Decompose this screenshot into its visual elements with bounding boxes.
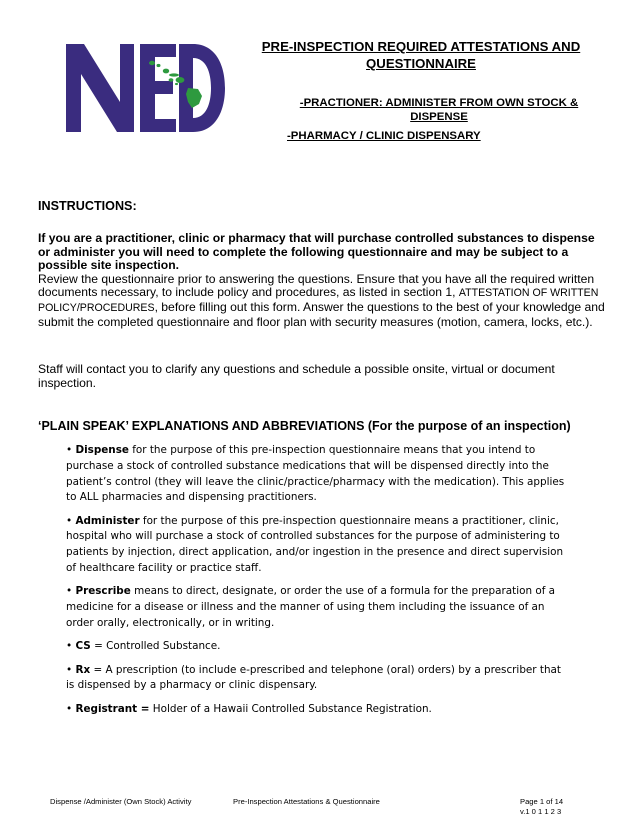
- footer-activity: Dispense /Administer (Own Stock) Activity: [50, 797, 192, 806]
- definition-item: [66, 663, 566, 695]
- footer-form-name: Pre-Inspection Attestations & Questionnaire: [233, 797, 380, 806]
- instructions-bold-intro: If you are a practitioner, clinic or pharmacy that will purchase controlled substances to dispense or administer you will need to complete the following questionnaire and may be subject to a possible site inspection.: [38, 231, 595, 273]
- bullet-icon: •: [66, 444, 73, 456]
- plain-speak-heading: ‘PLAIN SPEAK’ EXPLANATIONS AND ABBREVIATIONS (For the purpose of an inspection): [38, 419, 571, 433]
- definition-term: Administer: [75, 514, 140, 527]
- definition-term: Rx: [75, 663, 91, 676]
- instructions-heading: INSTRUCTIONS:: [38, 199, 137, 213]
- definition-item: [66, 584, 566, 631]
- definition-item: [66, 514, 566, 577]
- document-title: PRE-INSPECTION REQUIRED ATTESTATIONS AND QUESTIONNAIRE: [261, 39, 581, 71]
- instructions-body-part-1: Review the questionnaire prior to answering the questions. Ensure that you have all the required written documents necessary, to include policy and procedures, as listed in section 1,: [38, 271, 595, 300]
- definition-term: Dispense: [75, 444, 129, 456]
- definition-text: Holder of a Hawaii Controlled Substance Registration.: [149, 702, 432, 715]
- footer-version: v.1 0 1 1 2 3: [520, 807, 562, 816]
- document-subtitle-practitioner: -PRACTIONER: ADMINISTER FROM OWN STOCK & DISPENSE: [299, 97, 579, 123]
- instructions-intro: [38, 232, 610, 329]
- definition-term: Prescribe: [75, 585, 131, 598]
- bullet-icon: •: [66, 702, 73, 715]
- bullet-icon: •: [66, 663, 73, 676]
- definition-item: [66, 702, 566, 718]
- logo-letter-e: [140, 44, 176, 132]
- instructions-body-part-2: , before filling out this form. Answer the questions to the best of your knowledge and submit the completed questionnaire and floor plan with security measures (motion, camera, locks, etc.).: [38, 299, 605, 329]
- definition-item: [66, 639, 566, 655]
- definition-text: for the purpose of this pre-inspection questionnaire means a practitioner, clinic, hospital who will purchase a stock of controlled substances for the purpose of administering to patients by injection, direct application, and/or ingestion in the presence and direct supervision of healthcare facility or practice staff.: [66, 514, 564, 575]
- logo-letter-d: [179, 44, 225, 132]
- definitions-list: [66, 443, 566, 725]
- ned-logo: [62, 38, 228, 136]
- definition-text: = Controlled Substance.: [90, 640, 221, 653]
- footer-page-info: [520, 797, 563, 817]
- definition-text: for the purpose of this pre-inspection questionnaire means that you intend to purchase a stock of controlled substance medications that will be dispensed directly into the patient’s control (they will leave the clinic/practice/pharmacy with the medication). This applies to ALL pharmacies and dispensing practitioners.: [66, 444, 565, 504]
- definition-text: = A prescription (to include e-prescribed and telephone (oral) orders) by a prescriber that is dispensed by a pharmacy or clinic dispensary.: [66, 663, 561, 692]
- document-subtitle-pharmacy: -PHARMACY / CLINIC DISPENSARY: [287, 130, 481, 142]
- definition-text: means to direct, designate, or order the use of a formula for the preparation of a medicine for a disease or illness and the manner of using them including the issuance of an order orally, electronically, or in writing.: [66, 585, 556, 629]
- footer-page-number: Page 1 of 14: [520, 797, 564, 806]
- staff-contact-note: Staff will contact you to clarify any questions and schedule a possible onsite, virtual or document inspection.: [38, 362, 555, 390]
- bullet-icon: •: [66, 640, 73, 653]
- definition-term: CS: [75, 640, 91, 653]
- logo-letter-n: [66, 44, 134, 132]
- definition-term: Registrant =: [75, 702, 150, 715]
- bullet-icon: •: [66, 585, 73, 598]
- instructions-body-caps: ATTESTATION OF WRITTEN POLICY/PROCEDURES: [38, 287, 599, 314]
- bullet-icon: •: [66, 514, 73, 527]
- definition-item: [66, 443, 566, 506]
